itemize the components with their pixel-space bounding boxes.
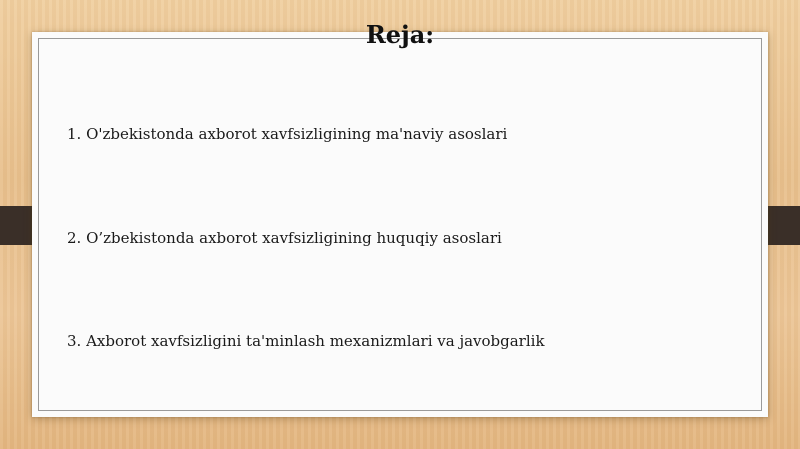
plan-item-1: 1. O'zbekistonda axborot xavfsizligining ma'naviy asoslari — [67, 125, 508, 143]
plan-item-3: 3. Axborot xavfsizligini ta'minlash mexanizmlari va javobgarlik — [67, 332, 545, 350]
plan-item-2: 2. O’zbekistonda axborot xavfsizligining huquqiy asoslari — [67, 229, 502, 247]
paper-border — [38, 38, 762, 411]
paper-sheet — [32, 32, 768, 417]
slide-title: Reja: — [365, 20, 435, 49]
